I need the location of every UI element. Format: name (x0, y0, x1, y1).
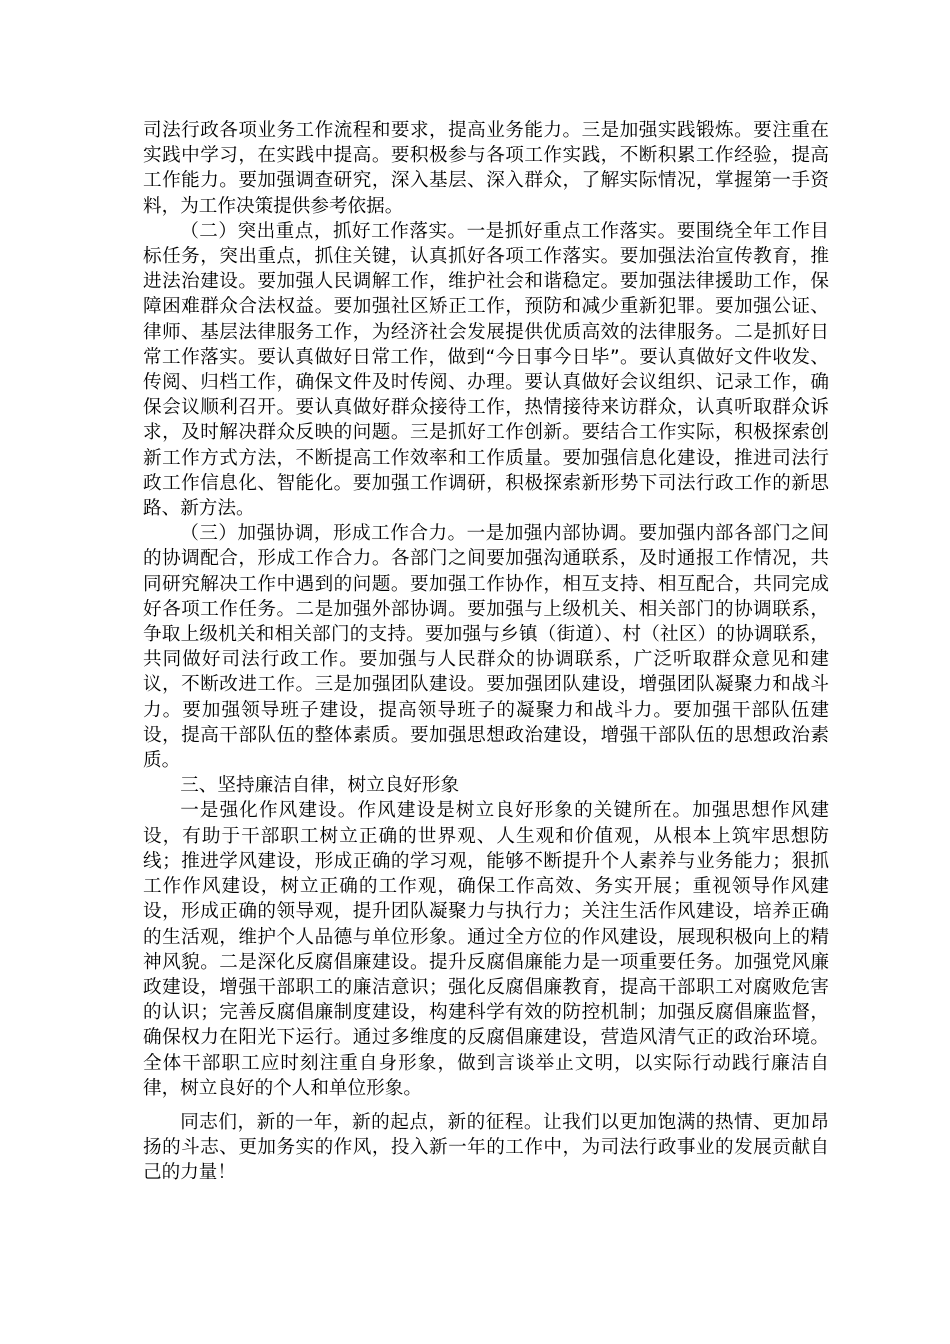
paragraph-continued: 司法行政各项业务工作流程和要求，提高业务能力。三是加强实践锻炼。要注重在实践中学习，在实践中提高。要积极参与各项工作实践，不断积累工作经验，提高工作能力。要加强调查研究，深入基层、深入群众，了解实际情况，掌握第一手资料，为工作决策提供参考依据。 (143, 120, 829, 217)
paragraph-section-3: （三）加强协调，形成工作合力。一是加强内部协调。要加强内部各部门之间的协调配合，形成工作合力。各部门之间要加强沟通联系，及时通报工作情况，共同研究解决工作中遇到的问题。要加强工作协作，相互支持、相互配合，共同完成好各项工作任务。二是加强外部协调。要加强与上级机关、相关部门的协调联系，争取上级机关和相关部门的支持。要加强与乡镇（街道）、村（社区）的协调联系，共同做好司法行政工作。要加强与人民群众的协调联系，广泛听取群众意见和建议，不断改进工作。三是加强团队建设。要加强团队建设，增强团队凝聚力和战斗力。要加强领导班子建设，提高领导班子的凝聚力和战斗力。要加强干部队伍建设，提高干部队伍的整体素质。要加强思想政治建设，增强干部队伍的思想政治素质。 (143, 523, 829, 772)
section-heading-3: 三、坚持廉洁自律，树立良好形象 (180, 775, 460, 797)
paragraph-integrity: 一是强化作风建设。作风建设是树立良好形象的关键所在。加强思想作风建设，有助于干部职工树立正确的世界观、人生观和价值观，从根本上筑牢思想防线；推进学风建设，形成正确的学习观，能够不断提升个人素养与业务能力；狠抓工作作风建设，树立正确的工作观，确保工作高效、务实开展；重视领导作风建设，形成正确的领导观，提升团队凝聚力与执行力；关注生活作风建设，培养正确的生活观，维护个人品德与单位形象。通过全方位的作风建设，展现积极向上的精神风貌。二是深化反腐倡廉建设。提升反腐倡廉能力是一项重要任务。加强党风廉政建设，增强干部职工的廉洁意识；强化反腐倡廉教育，提高干部职工对腐败危害的认识；完善反腐倡廉制度建设，构建科学有效的防控机制；加强反腐倡廉监督，确保权力在阳光下运行。通过多维度的反腐倡廉建设，营造风清气正的政治环境。全体干部职工应时刻注重自身形象，做到言谈举止文明，以实际行动践行廉洁自律，树立良好的个人和单位形象。 (143, 800, 829, 1099)
paragraph-section-2: （二）突出重点，抓好工作落实。一是抓好重点工作落实。要围绕全年工作目标任务，突出重点，抓住关键，认真抓好各项工作落实。要加强法治宣传教育，推进法治建设。要加强人民调解工作，维护社会和谐稳定。要加强法律援助工作，保障困难群众合法权益。要加强社区矫正工作，预防和减少重新犯罪。要加强公证、律师、基层法律服务工作，为经济社会发展提供优质高效的法律服务。二是抓好日常工作落实。要认真做好日常工作，做到“今日事今日毕”。要认真做好文件收发、传阅、归档工作，确保文件及时传阅、办理。要认真做好会议组织、记录工作，确保会议顺利召开。要认真做好群众接待工作，热情接待来访群众，认真听取群众诉求，及时解决群众反映的问题。三是抓好工作创新。要结合工作实际，积极探索创新工作方式方法，不断提高工作效率和工作质量。要加强信息化建设，推进司法行政工作信息化、智能化。要加强工作调研，积极探索新形势下司法行政工作的新思路、新方法。 (143, 220, 829, 520)
paragraph-closing: 同志们，新的一年，新的起点，新的征程。让我们以更加饱满的热情、更加昂扬的斗志、更加务实的作风，投入新一年的工作中，为司法行政事业的发展贡献自己的力量！ (143, 1111, 829, 1184)
document-page (143, 118, 829, 1186)
